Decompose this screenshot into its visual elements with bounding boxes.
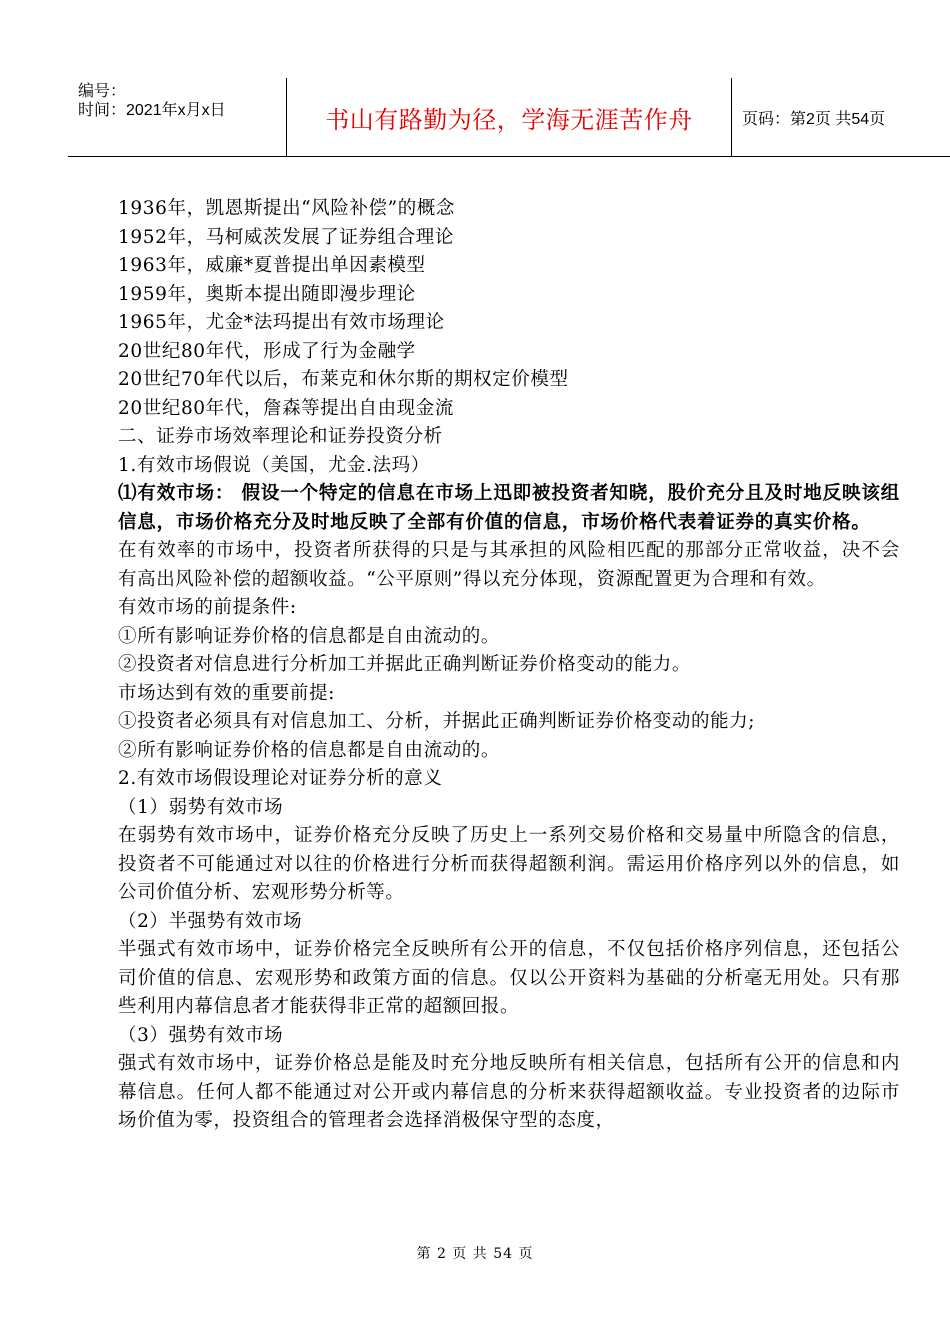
timeline-line: 1963年，威廉*夏普提出单因素模型 [118,255,426,276]
header-page-info: 页码：第2页 共54页 [742,110,886,128]
page-header [68,78,950,157]
body-paragraph: 在有效率的市场中，投资者所获得的只是与其承担的风险相匹配的那部分正常收益，决不会有高出风险补偿的超额收益。“公平原则”得以充分体现，资源配置更为合理和有效。 [118,540,900,590]
important-item: ①投资者必须具有对信息加工、分析，并据此正确判断证券价格变动的能力; [118,711,756,732]
weak-market-title: （1）弱势有效市场 [118,796,284,818]
premise-title: 有效市场的前提条件: [118,597,297,618]
important-item: ②所有影响证券价格的信息都是自由流动的。 [118,739,501,761]
strong-market-title: （3）强势有效市场 [118,1024,284,1046]
document-body [118,195,900,1136]
semi-strong-market-body: 半强式有效市场中，证券价格完全反映所有公开的信息，不仅包括价格序列信息，还包括公司价值的信息、宏观形势和政策方面的信息。仅以公开资料为基础的分析毫无用处。只有那些利用内幕信息者才能获得非正常的超额回报。 [118,939,900,1017]
weak-market-body: 在弱势有效市场中，证券价格充分反映了历史上一系列交易价格和交易量中所隐含的信息，投资者不可能通过对以往的价格进行分析而获得超额利润。需运用价格序列以外的信息，如公司价值分析、宏观形势分析等。 [118,825,900,903]
subsection-heading: 1.有效市场假说（美国，尤金.法玛） [118,454,430,476]
important-title: 市场达到有效的重要前提: [118,682,335,704]
timeline-line: 20世纪80年代，形成了行为金融学 [118,340,416,362]
section-heading: 二、证券市场效率理论和证券投资分析 [118,426,443,447]
semi-strong-market-title: （2）半强势有效市场 [118,910,303,932]
timeline-line: 1965年，尤金*法玛提出有效市场理论 [118,312,445,333]
header-motto: 书山有路勤为径，学海无涯苦作舟 [287,78,732,156]
document-time: 时间：2021年x月x日 [78,102,226,119]
premise-item: ①所有影响证券价格的信息都是自由流动的。 [118,625,501,647]
timeline-line: 20世纪70年代以后，布莱克和休尔斯的期权定价模型 [118,369,569,390]
section2-heading: 2.有效市场假设理论对证券分析的意义 [118,768,443,789]
timeline-line: 1959年，奥斯本提出随即漫步理论 [118,283,416,305]
timeline-line: 20世纪80年代，詹森等提出自由现金流 [118,397,454,419]
definition-paragraph: ⑴有效市场： 假设一个特定的信息在市场上迅即被投资者知晓，股价充分且及时地反映该组信息，市场价格充分及时地反映了全部有价值的信息，市场价格代表着证券的真实价格。 [118,483,900,533]
timeline-line: 1936年，凯恩斯提出“风险补偿”的概念 [118,198,455,219]
premise-item: ②投资者对信息进行分析加工并据此正确判断证券价格变动的能力。 [118,654,692,675]
strong-market-body: 强式有效市场中，证券价格总是能及时充分地反映所有相关信息，包括所有公开的信息和内幕信息。任何人都不能通过对公开或内幕信息的分析来获得超额收益。专业投资者的边际市场价值为零，投资组合的管理者会选择消极保守型的态度， [118,1053,900,1131]
timeline-line: 1952年，马柯威茨发展了证券组合理论 [118,226,454,248]
page-footer: 第 2 页 共 54 页 [416,1246,534,1262]
document-code: 编号： [78,83,127,100]
header-meta [68,78,287,156]
